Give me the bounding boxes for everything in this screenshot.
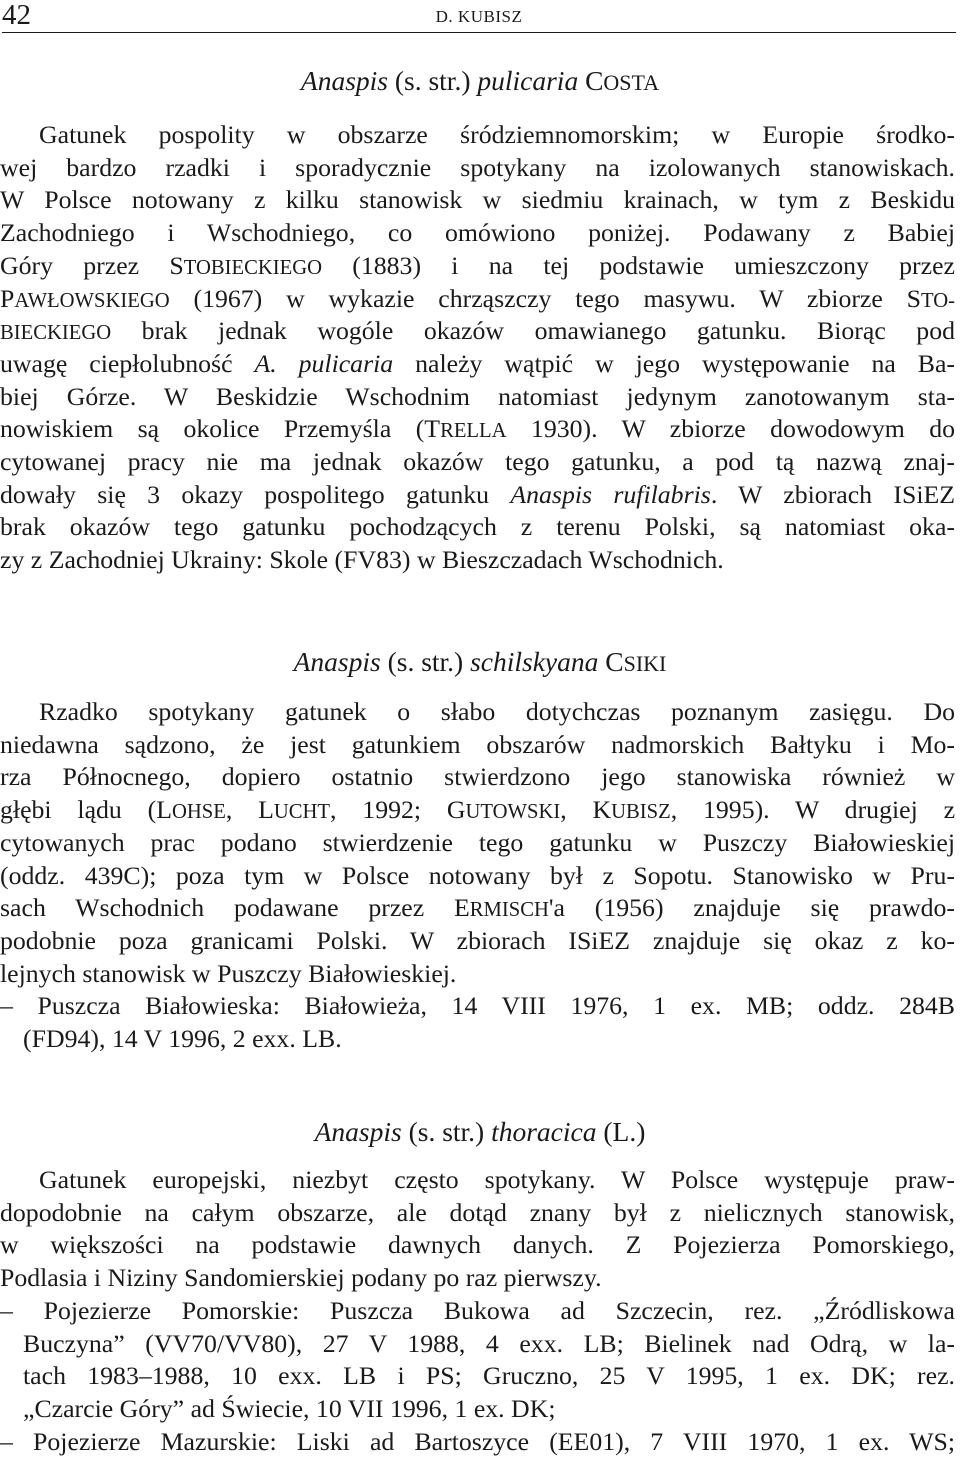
text-segment: zy z Zachodniej Ukrainy: Skole (FV83) w Bieszczadach Wschodnich. [0,545,724,575]
text-line [0,282,955,315]
text-segment: głębi lądu (L [0,795,172,825]
text-line [0,1022,955,1055]
text-line [0,760,955,793]
text-segment: . W zbiorach ISiEZ [710,479,955,509]
text-line [0,1327,955,1360]
text-segment: , L [225,795,274,825]
text-line [0,728,955,761]
text-segment: lejnych stanowisk w Puszczy Białowieskiej. [0,958,457,988]
text-line [0,1359,955,1392]
text-line [0,695,955,728]
text-segment: 1930). W zbiorze dowodowym do [506,414,955,444]
author-name-smallcaps: OSTA [603,70,660,95]
subgenus-name: (s. str.) [401,1116,492,1147]
text-segment: cytowanej pracy nie ma jednak okazów tego gatunku, a pod tą nazwą znaj- [0,447,955,476]
genus-name: Anaspis [314,1116,402,1147]
author-initial: C [578,65,604,96]
italic-taxon: A. pulicaria [254,348,394,378]
text-line [0,989,955,1022]
text-line [0,891,955,924]
species-name: thoracica [491,1116,597,1147]
smallcaps-name: UBISZ [611,801,671,824]
text-segment: brak jednak wogóle okazów omawianego gatunku. Biorąc pod [111,316,955,346]
text-segment: uwagę ciepłolubność [0,348,255,378]
text-line [0,859,955,892]
text-segment: (oddz. 439C); poza tym w Polsce notowany był z Sopotu. Stanowisko w Pru- [0,860,955,890]
text-line [0,249,955,282]
text-line [0,1163,955,1196]
smallcaps-name: UTOWSKI [465,801,561,824]
text-segment: Rzadko spotykany gatunek o słabo dotychczas poznanym zasięgu. Do [39,697,955,726]
text-line [0,1425,955,1458]
text-line [0,445,955,478]
text-segment: Zachodniego i Wschodniego, co omówiono poniżej. Podawany z Babiej [0,218,955,248]
smallcaps-name: TOBIECKIEGO [183,256,322,279]
smallcaps-name: UCHT [273,801,331,824]
species-heading [0,1116,960,1150]
author-initial: (L.) [596,1116,646,1147]
genus-name: Anaspis [300,65,388,96]
species-name: schilskyana [470,646,599,677]
text-segment: Podlasia i Niziny Sandomierskiej podany po raz pierwszy. [0,1263,602,1293]
text-segment: Góry przez S [0,250,184,280]
text-segment: cytowanych prac podano stwierdzenie tego gatunku w Puszczy Białowieskiej [0,827,955,857]
text-line [0,793,955,826]
text-segment: należy wątpić w jego występowanie na Ba- [393,348,955,378]
text-segment: „Czarcie Góry” ad Świecie, 10 VII 1996, 1 ex. DK; [23,1393,556,1423]
text-line [0,314,955,347]
text-line [0,924,955,957]
text-segment: P [0,283,15,313]
smallcaps-name: RELLA [440,420,507,443]
text-segment: Gatunek europejski, niezbyt często spotykany. W Polsce występuje praw- [39,1165,955,1194]
genus-name: Anaspis [293,646,381,677]
text-line [0,216,955,249]
text-segment: 'a (1956) znajduje się prawdo- [548,893,955,923]
text-line [0,380,955,413]
text-line [0,183,955,216]
text-segment: tach 1983–1988, 10 exx. LB i PS; Gruczno, 25 V 1995, 1 ex. DK; rez. [23,1361,955,1391]
smallcaps-name: AWŁOWSKIEGO [14,289,170,312]
text-line [0,1261,955,1294]
running-head-author: D. KUBISZ [435,7,523,26]
text-segment: wej bardzo rzadki i sporadycznie spotykany na izolowanych stanowiskach. [0,152,955,182]
text-segment: dowały się 3 okazy pospolitego gatunku [0,479,511,509]
text-segment: W Polsce notowany z kilku stanowisk w siedmiu krainach, w tym z Beskidu [0,185,955,215]
text-line [0,1294,955,1327]
species-heading [0,646,960,680]
text-segment: podobnie poza granicami Polski. W zbiorach ISiEZ znajduje się okaz z ko- [0,925,955,955]
text-segment: sach Wschodnich podawane przez E [0,893,470,923]
species-heading [0,65,960,99]
text-segment: , K [560,795,612,825]
author-name-smallcaps: SIKI [623,651,667,676]
subgenus-name: (s. str.) [380,646,471,677]
text-line [0,1392,955,1425]
text-segment: (1967) w wykazie chrząszczy tego masywu. W zbiorze S [169,283,921,313]
text-segment: niedawna sądzono, że jest gatunkiem obszarów nadmorskich Bałtyku i Mo- [0,729,955,759]
text-segment: , 1995). W drugiej z [670,795,956,825]
text-segment: – Pojezierze Mazurskie: Liski ad Bartoszyce (EE01), 7 VIII 1970, 1 ex. WS; [0,1426,955,1456]
subgenus-name: (s. str.) [387,65,478,96]
text-line [0,826,955,859]
italic-taxon: Anaspis rufilabris [510,479,711,509]
text-segment: nowiskiem są okolice Przemyśla (T [0,414,441,444]
text-segment: (FD94), 14 V 1996, 2 exx. LB. [23,1024,342,1053]
text-segment: dopodobnie na całym obszarze, ale dotąd znany był z nielicznych stanowisk, [0,1197,955,1227]
text-line [0,118,955,151]
species-name: pulicaria [477,65,579,96]
text-segment: (1883) i na tej podstawie umieszczony przez [322,250,955,280]
text-line [0,347,955,380]
text-segment: – Pojezierze Pomorskie: Puszcza Bukowa ad Szczecin, rez. „Źródliskowa [0,1295,955,1325]
text-segment: , 1992; G [330,795,466,825]
author-initial: C [598,646,624,677]
text-segment: brak okazów tego gatunku pochodzących z terenu Polski, są natomiast oka- [0,512,955,542]
text-line [0,510,955,543]
text-line [0,543,955,576]
smallcaps-name: TO- [921,289,955,312]
text-segment: w większości na podstawie dawnych danych. Z Pojezierza Pomorskiego, [0,1230,955,1260]
text-segment: rza Północnego, dopiero ostatnio stwierdzono jego stanowiska również w [0,762,955,792]
page-number: 42 [2,0,31,31]
text-line [0,151,955,184]
smallcaps-name: RMISCH [469,899,549,922]
smallcaps-name: OHSE [171,801,226,824]
text-line [0,412,955,445]
text-line [0,478,955,511]
smallcaps-name: BIECKIEGO [0,322,112,345]
text-segment: Gatunek pospolity w obszarze śródziemnomorskim; w Europie środko- [39,120,955,149]
text-line [0,1228,955,1261]
running-head [2,0,956,33]
text-segment: biej Górze. W Beskidzie Wschodnim natomiast jedynym zanotowanym sta- [0,381,955,411]
text-segment: Buczyna” (VV70/VV80), 27 V 1988, 4 exx. LB; Bielinek nad Odrą, w la- [23,1328,955,1358]
text-segment: – Puszcza Białowieska: Białowieża, 14 VIII 1976, 1 ex. MB; oddz. 284B [0,991,955,1021]
text-line [0,1196,955,1229]
text-line [0,957,955,990]
